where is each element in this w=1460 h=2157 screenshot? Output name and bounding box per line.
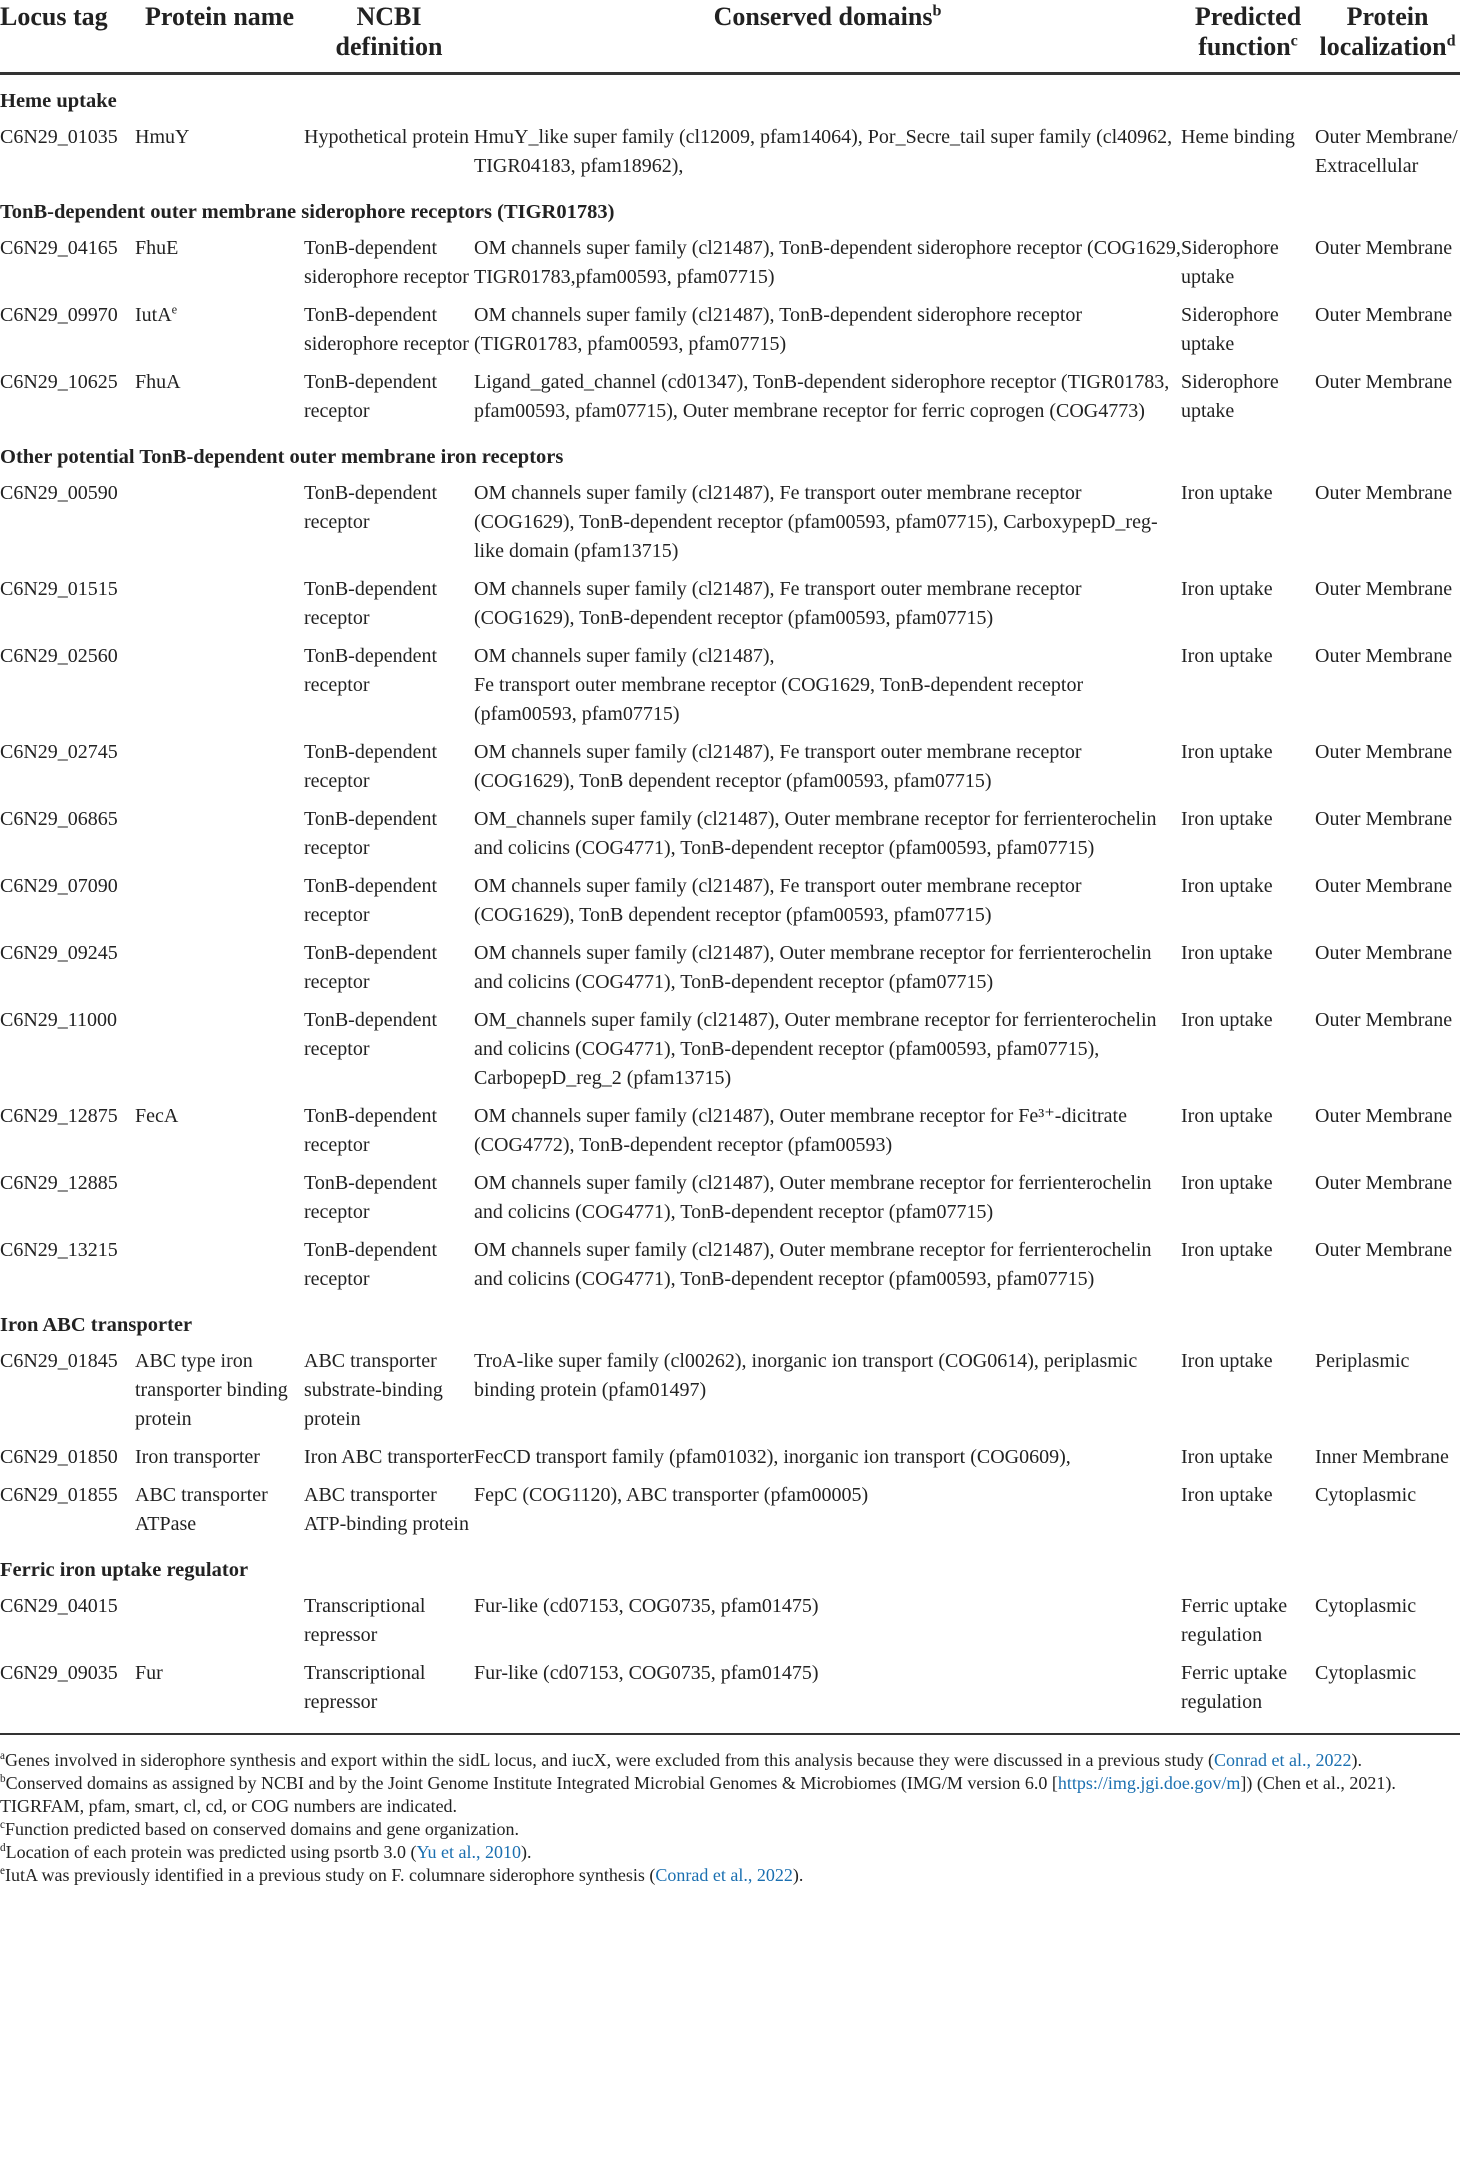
- conserved-domains-cell: [474, 935, 1181, 1002]
- footnote: [0, 1864, 1460, 1887]
- footnote-tail: ).: [1351, 1750, 1362, 1770]
- locus-tag-cell: [0, 571, 135, 638]
- predicted-function-cell: [1181, 1002, 1315, 1098]
- predicted-function-cell-text: Ferric uptake regulation: [1181, 1595, 1288, 1646]
- footnote-mark: b: [0, 1773, 6, 1785]
- ncbi-definition-cell-text: TonB-dependent receptor: [304, 1105, 438, 1156]
- conserved-domains-cell: [474, 1439, 1181, 1477]
- protein-name-cell: [135, 1232, 304, 1299]
- conserved-domains-cell-text: OM channels super family (cl21487), Outer membrane receptor for ferrienterochelin and colicins (COG4771), TonB-dependent receptor (pfam07715): [474, 942, 1152, 993]
- locus-tag-cell-text: C6N29_07090: [0, 875, 118, 897]
- protein-name-cell: [135, 1343, 304, 1439]
- conserved-domains-cell-text: OM channels super family (cl21487), Fe transport outer membrane receptor (COG1629, TonB-dependent receptor (pfam00593, pfam07715): [474, 645, 1084, 725]
- localization-cell-text: Outer Membrane: [1315, 578, 1453, 600]
- ncbi-definition-cell-text: Transcriptional repressor: [304, 1662, 426, 1713]
- ncbi-definition-cell-text: Iron ABC transporter: [304, 1446, 474, 1468]
- section-title: Iron ABC transporter: [0, 1314, 193, 1336]
- conserved-domains-cell: [474, 1165, 1181, 1232]
- predicted-function-cell: [1181, 1165, 1315, 1232]
- predicted-function-cell: [1181, 734, 1315, 801]
- locus-tag-cell-text: C6N29_12875: [0, 1105, 118, 1127]
- predicted-function-cell-text: Heme binding: [1181, 126, 1295, 148]
- protein-name-cell: [135, 1165, 304, 1232]
- ncbi-definition-cell: [304, 1343, 474, 1439]
- ncbi-definition-cell: [304, 1477, 474, 1544]
- conserved-domains-cell: [474, 638, 1181, 734]
- footnote-mark: a: [0, 1750, 5, 1762]
- localization-cell-text: Outer Membrane: [1315, 482, 1453, 504]
- predicted-function-cell-text: Iron uptake: [1181, 645, 1273, 667]
- footnote-reference-link[interactable]: Conrad et al., 2022: [1214, 1750, 1352, 1770]
- localization-cell-text: Cytoplasmic: [1315, 1662, 1417, 1684]
- conserved-domains-cell: [474, 1477, 1181, 1544]
- ncbi-definition-cell-text: TonB-dependent receptor: [304, 1009, 438, 1060]
- protein-name-cell-text: FhuE: [135, 237, 179, 259]
- conserved-domains-cell-text: Fur-like (cd07153, COG0735, pfam01475): [474, 1595, 819, 1617]
- ncbi-definition-cell-text: TonB-dependent siderophore receptor: [304, 237, 469, 288]
- predicted-function-cell-text: Iron uptake: [1181, 578, 1273, 600]
- predicted-function-cell: [1181, 119, 1315, 186]
- predicted-function-cell: [1181, 475, 1315, 571]
- table-row: [0, 868, 1460, 935]
- locus-tag-cell: [0, 1343, 135, 1439]
- conserved-domains-cell: [474, 119, 1181, 186]
- predicted-function-cell: [1181, 638, 1315, 734]
- ncbi-definition-cell-text: Hypothetical protein: [304, 126, 469, 148]
- table-row: [0, 801, 1460, 868]
- conserved-domains-cell: [474, 475, 1181, 571]
- footnote-text: IutA was previously identified in a previous study on F. columnare siderophore synthesis (: [4, 1865, 656, 1885]
- header-protein-name: Protein name: [135, 0, 304, 74]
- localization-cell: [1315, 1098, 1460, 1165]
- ncbi-definition-cell-text: TonB-dependent receptor: [304, 741, 438, 792]
- ncbi-definition-cell-text: Transcriptional repressor: [304, 1595, 426, 1646]
- ncbi-definition-cell: [304, 1232, 474, 1299]
- predicted-function-cell-text: Iron uptake: [1181, 1350, 1273, 1372]
- locus-tag-cell: [0, 230, 135, 297]
- ncbi-definition-cell: [304, 1098, 474, 1165]
- protein-name-cell-text: IutA: [135, 304, 172, 326]
- locus-tag-cell: [0, 801, 135, 868]
- table-body: [0, 74, 1460, 1735]
- locus-tag-cell: [0, 1655, 135, 1734]
- localization-cell-text: Outer Membrane: [1315, 942, 1453, 964]
- locus-tag-cell: [0, 1588, 135, 1655]
- section-row: [0, 1544, 1460, 1588]
- ncbi-definition-cell: [304, 119, 474, 186]
- predicted-function-cell: [1181, 1477, 1315, 1544]
- locus-tag-cell: [0, 1439, 135, 1477]
- ncbi-definition-cell: [304, 1588, 474, 1655]
- localization-cell: [1315, 1002, 1460, 1098]
- ncbi-definition-cell-text: TonB-dependent receptor: [304, 875, 438, 926]
- localization-cell-text: Outer Membrane: [1315, 1009, 1453, 1031]
- table-row: [0, 1655, 1460, 1734]
- conserved-domains-cell: [474, 734, 1181, 801]
- locus-tag-cell-text: C6N29_11000: [0, 1009, 118, 1031]
- table-row: [0, 1002, 1460, 1098]
- footnote-text: Location of each protein was predicted using psortb 3.0 (: [5, 1842, 417, 1862]
- conserved-domains-cell: [474, 1343, 1181, 1439]
- ncbi-definition-cell-text: TonB-dependent receptor: [304, 808, 438, 859]
- table-row: [0, 734, 1460, 801]
- predicted-function-cell: [1181, 1232, 1315, 1299]
- section-row: [0, 186, 1460, 230]
- footnote: [0, 1749, 1460, 1772]
- ncbi-definition-cell: [304, 734, 474, 801]
- ncbi-definition-cell: [304, 1002, 474, 1098]
- ncbi-definition-cell-text: TonB-dependent siderophore receptor: [304, 304, 469, 355]
- ncbi-definition-cell: [304, 801, 474, 868]
- predicted-function-cell: [1181, 801, 1315, 868]
- locus-tag-cell-text: C6N29_01515: [0, 578, 118, 600]
- locus-tag-cell-text: C6N29_04165: [0, 237, 118, 259]
- table-row: [0, 1165, 1460, 1232]
- predicted-function-cell-text: Iron uptake: [1181, 1105, 1273, 1127]
- table-row: [0, 475, 1460, 571]
- ncbi-definition-cell-text: TonB-dependent receptor: [304, 371, 438, 422]
- localization-cell-text: Outer Membrane/ Extracellular: [1315, 126, 1458, 177]
- section-title: TonB-dependent outer membrane siderophore receptors (TIGR01783): [0, 201, 615, 223]
- predicted-function-cell-text: Iron uptake: [1181, 1239, 1273, 1261]
- ncbi-definition-cell-text: TonB-dependent receptor: [304, 1172, 438, 1223]
- protein-name-cell: [135, 734, 304, 801]
- section-row: [0, 74, 1460, 120]
- protein-name-cell: [135, 1098, 304, 1165]
- localization-cell: [1315, 1232, 1460, 1299]
- footnotes: [0, 1735, 1460, 1887]
- protein-name-cell: [135, 1477, 304, 1544]
- predicted-function-cell-text: Iron uptake: [1181, 942, 1273, 964]
- locus-tag-cell-text: C6N29_02560: [0, 645, 118, 667]
- ncbi-definition-cell-text: ABC transporter substrate-binding protein: [304, 1350, 443, 1430]
- predicted-function-cell: [1181, 571, 1315, 638]
- localization-cell: [1315, 1343, 1460, 1439]
- protein-name-cell: [135, 297, 304, 364]
- predicted-function-cell-text: Iron uptake: [1181, 482, 1273, 504]
- ncbi-definition-cell-text: TonB-dependent receptor: [304, 942, 438, 993]
- locus-tag-cell-text: C6N29_10625: [0, 371, 118, 393]
- conserved-domains-cell: [474, 230, 1181, 297]
- footnote-mark: c: [0, 1819, 5, 1831]
- footnote-reference-link[interactable]: https://img.jgi.doe.gov/m: [1057, 1773, 1241, 1793]
- footnote: [0, 1818, 1460, 1841]
- footnote-tail: ).: [520, 1842, 532, 1862]
- conserved-domains-cell-text: FecCD transport family (pfam01032), inorganic ion transport (COG0609),: [474, 1446, 1071, 1468]
- locus-tag-cell: [0, 1477, 135, 1544]
- protein-name-cell: [135, 571, 304, 638]
- predicted-function-cell: [1181, 297, 1315, 364]
- localization-cell-text: Outer Membrane: [1315, 875, 1453, 897]
- predicted-function-cell-text: Iron uptake: [1181, 875, 1273, 897]
- protein-name-cell: [135, 119, 304, 186]
- header-predicted-function: Predicted function$^c$: [1181, 0, 1315, 74]
- predicted-function-cell-text: Iron uptake: [1181, 1172, 1273, 1194]
- footnote-mark: d: [0, 1842, 6, 1854]
- locus-tag-cell: [0, 1165, 135, 1232]
- table-row: [0, 571, 1460, 638]
- conserved-domains-cell-text: TroA-like super family (cl00262), inorganic ion transport (COG0614), periplasmic binding protein (pfam01497): [474, 1350, 1138, 1401]
- footnote-reference-link[interactable]: Conrad et al., 2022: [655, 1865, 793, 1885]
- header-protein-localization: Protein localization$^d$: [1315, 0, 1460, 74]
- predicted-function-cell-text: Iron uptake: [1181, 1484, 1273, 1506]
- protein-name-cell-text: FhuA: [135, 371, 181, 393]
- protein-name-cell: [135, 1655, 304, 1734]
- ncbi-definition-cell: [304, 868, 474, 935]
- footnote: [0, 1841, 1460, 1864]
- predicted-function-cell: [1181, 1655, 1315, 1734]
- localization-cell-text: Outer Membrane: [1315, 808, 1453, 830]
- header-conserved-domains: Conserved domains$^b$: [474, 0, 1181, 74]
- locus-tag-cell-text: C6N29_04015: [0, 1595, 118, 1617]
- conserved-domains-cell-text: OM channels super family (cl21487), TonB-dependent siderophore receptor (COG1629, TIGR01783,pfam00593, pfam07715): [474, 237, 1181, 288]
- localization-cell: [1315, 297, 1460, 364]
- predicted-function-cell: [1181, 230, 1315, 297]
- localization-cell: [1315, 868, 1460, 935]
- table-row: [0, 364, 1460, 431]
- localization-cell-text: Cytoplasmic: [1315, 1595, 1417, 1617]
- conserved-domains-cell-text: HmuY_like super family (cl12009, pfam14064), Por_Secre_tail super family (cl40962, TIGR04183, pfam18962),: [474, 126, 1173, 177]
- conserved-domains-cell-text: OM channels super family (cl21487), Outer membrane receptor for ferrienterochelin and colicins (COG4771), TonB-dependent receptor (pfam00593, pfam07715): [474, 1239, 1152, 1290]
- ncbi-definition-cell: [304, 475, 474, 571]
- localization-cell: [1315, 475, 1460, 571]
- localization-cell-text: Cytoplasmic: [1315, 1484, 1417, 1506]
- protein-name-cell: [135, 1002, 304, 1098]
- protein-name-cell-text: ABC transporter ATPase: [135, 1484, 268, 1535]
- table-row: [0, 638, 1460, 734]
- table-row: [0, 1343, 1460, 1439]
- conserved-domains-cell-text: OM_channels super family (cl21487), Outer membrane receptor for ferrienterochelin and colicins (COG4771), TonB-dependent receptor (pfam00593, pfam07715): [474, 808, 1157, 859]
- locus-tag-cell: [0, 734, 135, 801]
- section-row: [0, 1299, 1460, 1343]
- locus-tag-cell-text: C6N29_00590: [0, 482, 118, 504]
- locus-tag-cell: [0, 1098, 135, 1165]
- conserved-domains-cell: [474, 1002, 1181, 1098]
- ncbi-definition-cell-text: TonB-dependent receptor: [304, 482, 438, 533]
- conserved-domains-cell-text: OM channels super family (cl21487), Fe transport outer membrane receptor (COG1629), TonB-dependent receptor (pfam00593, pfam07715): [474, 578, 1082, 629]
- conserved-domains-cell: [474, 1655, 1181, 1734]
- protein-name-cell: [135, 935, 304, 1002]
- localization-cell: [1315, 1439, 1460, 1477]
- locus-tag-cell: [0, 119, 135, 186]
- localization-cell: [1315, 1655, 1460, 1734]
- predicted-function-cell: [1181, 364, 1315, 431]
- locus-tag-cell-text: C6N29_06865: [0, 808, 118, 830]
- ncbi-definition-cell: [304, 1165, 474, 1232]
- locus-tag-cell: [0, 1232, 135, 1299]
- localization-cell: [1315, 1165, 1460, 1232]
- ncbi-definition-cell: [304, 638, 474, 734]
- table-row: [0, 935, 1460, 1002]
- protein-name-cell: [135, 801, 304, 868]
- conserved-domains-cell-text: Fur-like (cd07153, COG0735, pfam01475): [474, 1662, 819, 1684]
- protein-name-cell-text: Fur: [135, 1662, 163, 1684]
- conserved-domains-cell: [474, 1588, 1181, 1655]
- footnote-mark: e: [171, 302, 178, 317]
- table-row: [0, 119, 1460, 186]
- predicted-function-cell-text: Siderophore uptake: [1181, 371, 1279, 422]
- protein-name-cell-text: HmuY: [135, 126, 190, 148]
- localization-cell: [1315, 801, 1460, 868]
- conserved-domains-cell: [474, 1098, 1181, 1165]
- conserved-domains-cell-text: OM_channels super family (cl21487), Outer membrane receptor for ferrienterochelin and colicins (COG4771), TonB-dependent receptor (pfam00593, pfam07715), CarbopepD_reg_2 (pfam13715): [474, 1009, 1157, 1089]
- locus-tag-cell: [0, 297, 135, 364]
- conserved-domains-cell-text: OM channels super family (cl21487), Outer membrane receptor for ferrienterochelin and colicins (COG4771), TonB-dependent receptor (pfam07715): [474, 1172, 1152, 1223]
- localization-cell-text: Outer Membrane: [1315, 1172, 1453, 1194]
- localization-cell-text: Outer Membrane: [1315, 645, 1453, 667]
- locus-tag-cell: [0, 364, 135, 431]
- locus-tag-cell-text: C6N29_09245: [0, 942, 118, 964]
- header-locus-tag: Locus tag: [0, 0, 135, 74]
- table-row: [0, 1098, 1460, 1165]
- localization-cell-text: Outer Membrane: [1315, 237, 1453, 259]
- predicted-function-cell: [1181, 1588, 1315, 1655]
- conserved-domains-cell: [474, 801, 1181, 868]
- ncbi-definition-cell: [304, 935, 474, 1002]
- table-row: [0, 297, 1460, 364]
- ncbi-definition-cell-text: TonB-dependent receptor: [304, 645, 438, 696]
- locus-tag-cell-text: C6N29_01855: [0, 1484, 118, 1506]
- locus-tag-cell-text: C6N29_12885: [0, 1172, 118, 1194]
- locus-tag-cell-text: C6N29_01845: [0, 1350, 118, 1372]
- conserved-domains-cell: [474, 364, 1181, 431]
- ncbi-definition-cell: [304, 1655, 474, 1734]
- localization-cell: [1315, 638, 1460, 734]
- table-row: [0, 1588, 1460, 1655]
- table-row: [0, 1232, 1460, 1299]
- locus-tag-cell-text: C6N29_09970: [0, 304, 118, 326]
- localization-cell-text: Outer Membrane: [1315, 371, 1453, 393]
- locus-tag-cell: [0, 475, 135, 571]
- footnote-reference-link[interactable]: Yu et al., 2010: [416, 1842, 521, 1862]
- locus-tag-cell: [0, 1002, 135, 1098]
- localization-cell: [1315, 1588, 1460, 1655]
- protein-name-cell: [135, 475, 304, 571]
- localization-cell-text: Outer Membrane: [1315, 1239, 1453, 1261]
- conserved-domains-cell: [474, 297, 1181, 364]
- conserved-domains-cell: [474, 571, 1181, 638]
- predicted-function-cell: [1181, 1343, 1315, 1439]
- ncbi-definition-cell: [304, 1439, 474, 1477]
- conserved-domains-cell-text: OM channels super family (cl21487), Fe transport outer membrane receptor (COG1629), TonB dependent receptor (pfam00593, pfam07715): [474, 875, 1082, 926]
- conserved-domains-cell-text: Ligand_gated_channel (cd01347), TonB-dependent siderophore receptor (TIGR01783, pfam00593, pfam07715), Outer membrane receptor for ferric coprogen (COG4773): [474, 371, 1170, 422]
- section-title: Other potential TonB-dependent outer membrane iron receptors: [0, 446, 564, 468]
- ncbi-definition-cell-text: TonB-dependent receptor: [304, 1239, 438, 1290]
- locus-tag-cell-text: C6N29_02745: [0, 741, 118, 763]
- protein-name-cell-text: Iron transporter: [135, 1446, 260, 1468]
- protein-name-cell: [135, 364, 304, 431]
- localization-cell: [1315, 1477, 1460, 1544]
- footnote: [0, 1772, 1460, 1818]
- conserved-domains-cell: [474, 868, 1181, 935]
- footnote-text: Function predicted based on conserved domains and gene organization.: [4, 1819, 519, 1839]
- predicted-function-cell-text: Iron uptake: [1181, 808, 1273, 830]
- protein-name-cell-text: FecA: [135, 1105, 179, 1127]
- protein-name-cell: [135, 1439, 304, 1477]
- ncbi-definition-cell: [304, 364, 474, 431]
- predicted-function-cell: [1181, 1439, 1315, 1477]
- localization-cell: [1315, 364, 1460, 431]
- predicted-function-cell: [1181, 935, 1315, 1002]
- predicted-function-cell-text: Iron uptake: [1181, 1009, 1273, 1031]
- localization-cell-text: Periplasmic: [1315, 1350, 1410, 1372]
- predicted-function-cell-text: Iron uptake: [1181, 741, 1273, 763]
- conserved-domains-cell-text: OM channels super family (cl21487), Fe transport outer membrane receptor (COG1629), TonB dependent receptor (pfam00593, pfam07715): [474, 741, 1082, 792]
- ncbi-definition-cell: [304, 297, 474, 364]
- predicted-function-cell: [1181, 868, 1315, 935]
- predicted-function-cell-text: Siderophore uptake: [1181, 304, 1279, 355]
- locus-tag-cell: [0, 638, 135, 734]
- section-row: [0, 431, 1460, 475]
- table-row: [0, 230, 1460, 297]
- locus-tag-cell-text: C6N29_09035: [0, 1662, 118, 1684]
- footnote-tail: ]) (Chen et al., 2021). TIGRFAM, pfam, smart, cl, cd, or COG numbers are indicated.: [0, 1773, 1396, 1816]
- localization-cell-text: Inner Membrane: [1315, 1446, 1449, 1468]
- ncbi-definition-cell: [304, 571, 474, 638]
- footnote-text: Conserved domains as assigned by NCBI and by the Joint Genome Institute Integrated Microbial Genomes & Microbiomes (IMG/M version 6.0 [: [5, 1773, 1058, 1793]
- footnote-tail: ).: [792, 1865, 804, 1885]
- localization-cell-text: Outer Membrane: [1315, 1105, 1453, 1127]
- table-row: [0, 1477, 1460, 1544]
- ncbi-definition-cell-text: TonB-dependent receptor: [304, 578, 438, 629]
- footnote-text: Genes involved in siderophore synthesis and export within the sidL locus, and iucX, were excluded from this analysis because they were discussed in a previous study (: [4, 1750, 1215, 1770]
- ncbi-definition-cell-text: ABC transporter ATP-binding protein: [304, 1484, 469, 1535]
- table-row: [0, 1439, 1460, 1477]
- locus-tag-cell-text: C6N29_13215: [0, 1239, 118, 1261]
- predicted-function-cell: [1181, 1098, 1315, 1165]
- localization-cell: [1315, 119, 1460, 186]
- localization-cell: [1315, 734, 1460, 801]
- protein-name-cell: [135, 638, 304, 734]
- locus-tag-cell: [0, 935, 135, 1002]
- section-title: Ferric iron uptake regulator: [0, 1559, 249, 1581]
- protein-name-cell: [135, 230, 304, 297]
- conserved-domains-cell-text: OM channels super family (cl21487), TonB-dependent siderophore receptor (TIGR01783, pfam00593, pfam07715): [474, 304, 1083, 355]
- predicted-function-cell-text: Iron uptake: [1181, 1446, 1273, 1468]
- conserved-domains-cell-text: FepC (COG1120), ABC transporter (pfam00005): [474, 1484, 869, 1506]
- localization-cell: [1315, 935, 1460, 1002]
- protein-name-cell: [135, 1588, 304, 1655]
- ncbi-definition-cell: [304, 230, 474, 297]
- footnote-mark: e: [0, 1865, 5, 1877]
- conserved-domains-cell-text: OM channels super family (cl21487), Fe transport outer membrane receptor (COG1629), TonB-dependent receptor (pfam00593, pfam07715), CarboxypepD_reg-like domain (pfam13715): [474, 482, 1158, 562]
- locus-tag-cell-text: C6N29_01850: [0, 1446, 118, 1468]
- locus-tag-cell-text: C6N29_01035: [0, 126, 118, 148]
- header-ncbi-definition: NCBI definition: [304, 0, 474, 74]
- localization-cell: [1315, 571, 1460, 638]
- protein-name-cell: [135, 868, 304, 935]
- section-title: Heme uptake: [0, 90, 117, 112]
- locus-tag-cell: [0, 868, 135, 935]
- predicted-function-cell-text: Siderophore uptake: [1181, 237, 1279, 288]
- protein-name-cell-text: ABC type iron transporter binding protein: [135, 1350, 288, 1430]
- localization-cell-text: Outer Membrane: [1315, 741, 1453, 763]
- localization-cell-text: Outer Membrane: [1315, 304, 1453, 326]
- localization-cell: [1315, 230, 1460, 297]
- table-header: [0, 0, 1460, 74]
- conserved-domains-cell-text: OM channels super family (cl21487), Outer membrane receptor for Fe³⁺-dicitrate (COG4772), TonB-dependent receptor (pfam00593): [474, 1105, 1127, 1156]
- conserved-domains-cell: [474, 1232, 1181, 1299]
- predicted-function-cell-text: Ferric uptake regulation: [1181, 1662, 1288, 1713]
